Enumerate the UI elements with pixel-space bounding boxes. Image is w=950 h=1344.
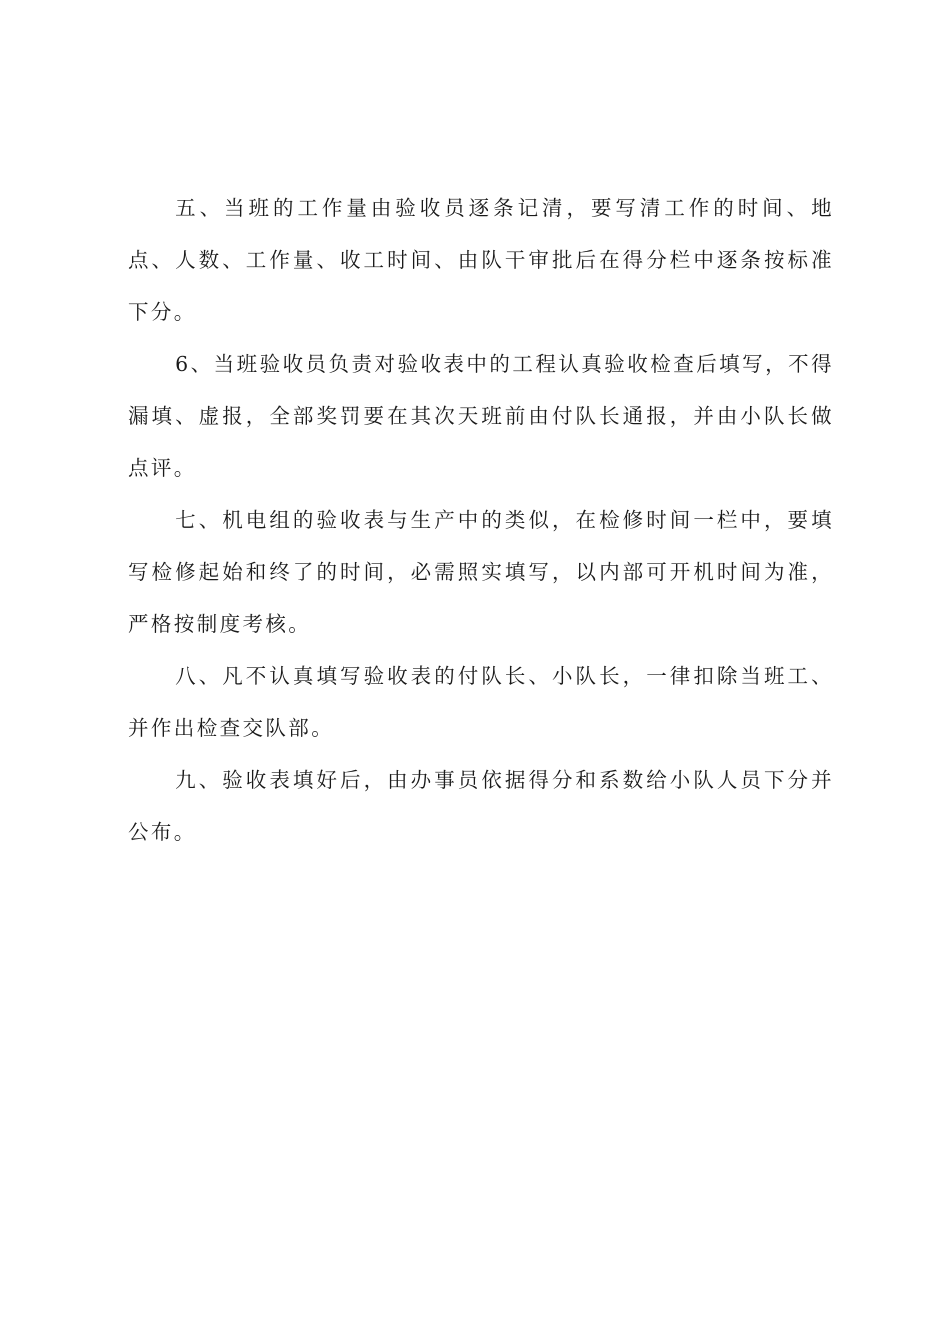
document-body [128,182,834,858]
paragraph-5: 五、当班的工作量由验收员逐条记清，要写清工作的时间、地点、人数、工作量、收工时间、由队干审批后在得分栏中逐条按标准下分。 [128,196,834,324]
paragraph-6: 6、当班验收员负责对验收表中的工程认真验收检查后填写，不得漏填、虚报，全部奖罚要在其次天班前由付队长通报，并由小队长做点评。 [128,352,834,480]
paragraph-9: 九、验收表填好后，由办事员依据得分和系数给小队人员下分并公布。 [128,768,834,844]
paragraph-7: 七、机电组的验收表与生产中的类似，在检修时间一栏中，要填写检修起始和终了的时间，必需照实填写，以内部可开机时间为准，严格按制度考核。 [128,508,834,636]
paragraph-8: 八、凡不认真填写验收表的付队长、小队长，一律扣除当班工、并作出检查交队部。 [128,664,834,740]
